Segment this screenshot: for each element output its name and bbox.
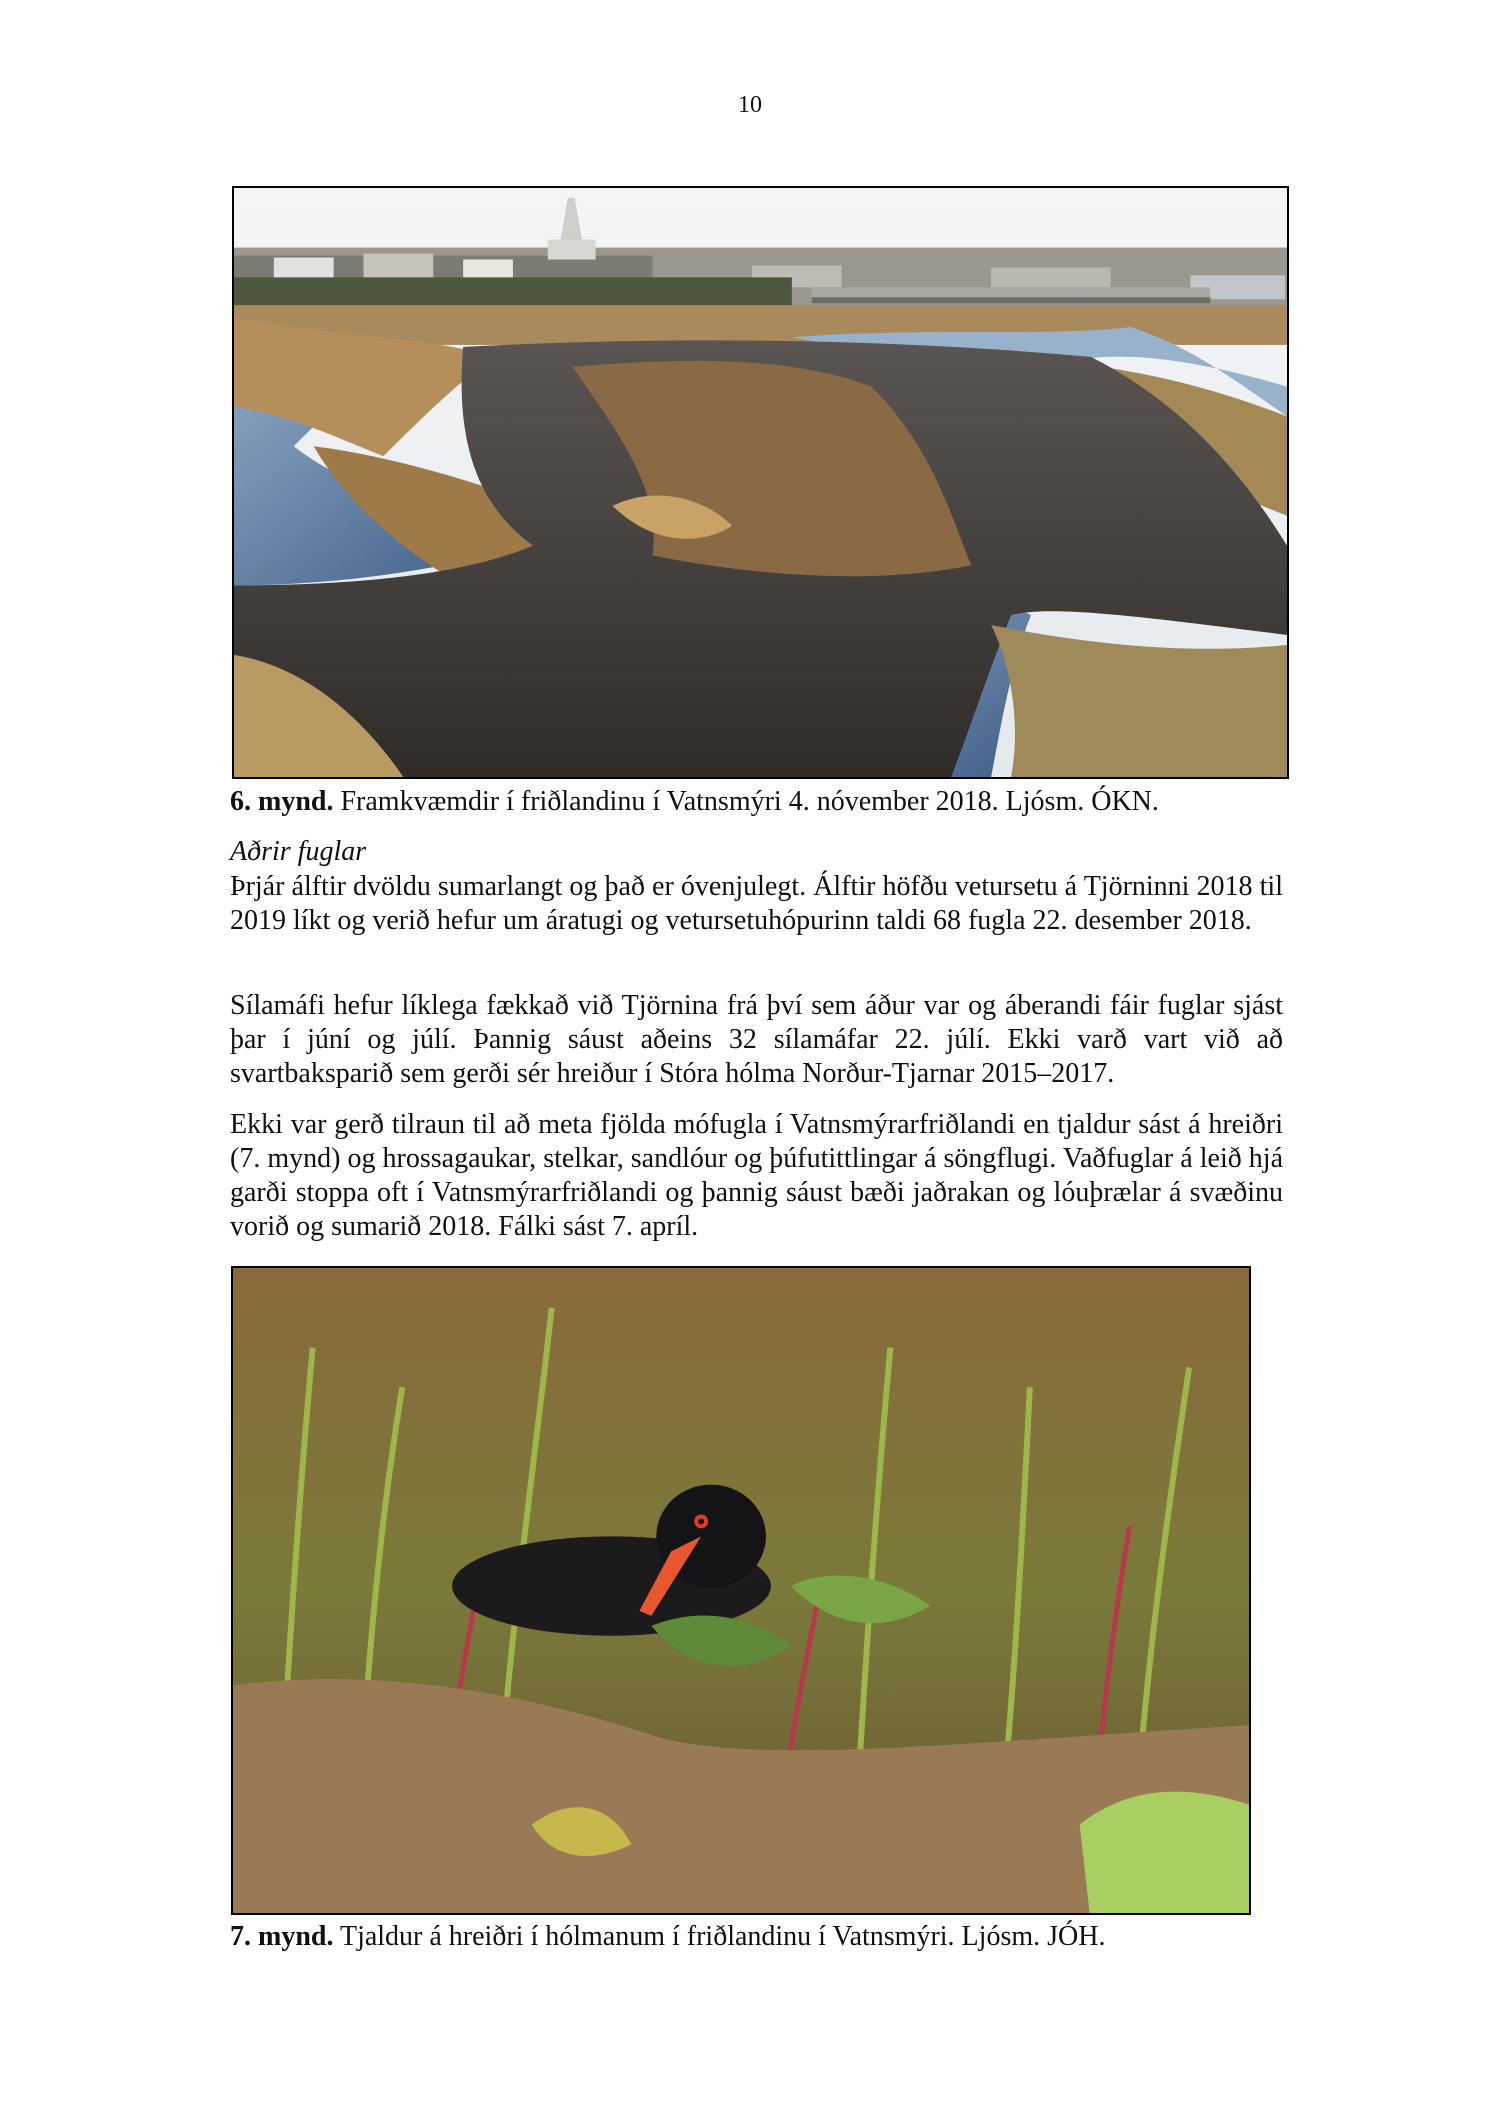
figure-6-caption-text: Framkvæmdir í friðlandinu í Vatnsmýri 4. nóvember 2018. Ljósm. ÓKN.	[333, 786, 1159, 817]
oystercatcher-photo	[231, 1266, 1251, 1915]
paragraph-swans: Þrjár álftir dvöldu sumarlangt og það er óvenjulegt. Álftir höfðu vetursetu á Tjörninni 2018 til 2019 líkt og verið hefur um áratugi og vetursetuhópurinn taldi 68 fugla 22. desember 2018.	[230, 871, 1283, 936]
wetland-construction-photo	[232, 186, 1289, 779]
figure-7-caption-text: Tjaldur á hreiðri í hólmanum í friðlandinu í Vatnsmýri. Ljósm. JÓH.	[333, 1921, 1106, 1952]
page-number: 10	[738, 92, 762, 118]
figure-6-caption	[230, 785, 1159, 819]
paragraph-waders: Ekki var gerð tilraun til að meta fjölda mófugla í Vatnsmýrarfriðlandi en tjaldur sást á hreiðri (7. mynd) og hrossagaukar, stelkar, sandlóur og þúfutittlingar á söngflugi. Vaðfuglar á leið hjá garði stoppa oft í Vatnsmýrarfriðlandi og þannig sáust bæði jaðrakan og lóuþrælar á svæðinu vorið og sumarið 2018. Fálki sást 7. apríl.	[230, 1109, 1283, 1242]
figure-7-caption	[230, 1920, 1105, 1954]
figure-6-label: 6. mynd.	[230, 786, 334, 817]
figure-7-label: 7. mynd.	[230, 1921, 334, 1952]
section-heading: Aðrir fuglar	[230, 836, 367, 867]
paragraph-gulls: Sílamáfi hefur líklega fækkað við Tjörnina frá því sem áður var og áberandi fáir fuglar sjást þar í júní og júlí. Þannig sáust aðeins 32 sílamáfar 22. júlí. Ekki varð vart við að svartbaksparið sem gerði sér hreiður í Stóra hólma Norður-Tjarnar 2015–2017.	[230, 990, 1283, 1089]
